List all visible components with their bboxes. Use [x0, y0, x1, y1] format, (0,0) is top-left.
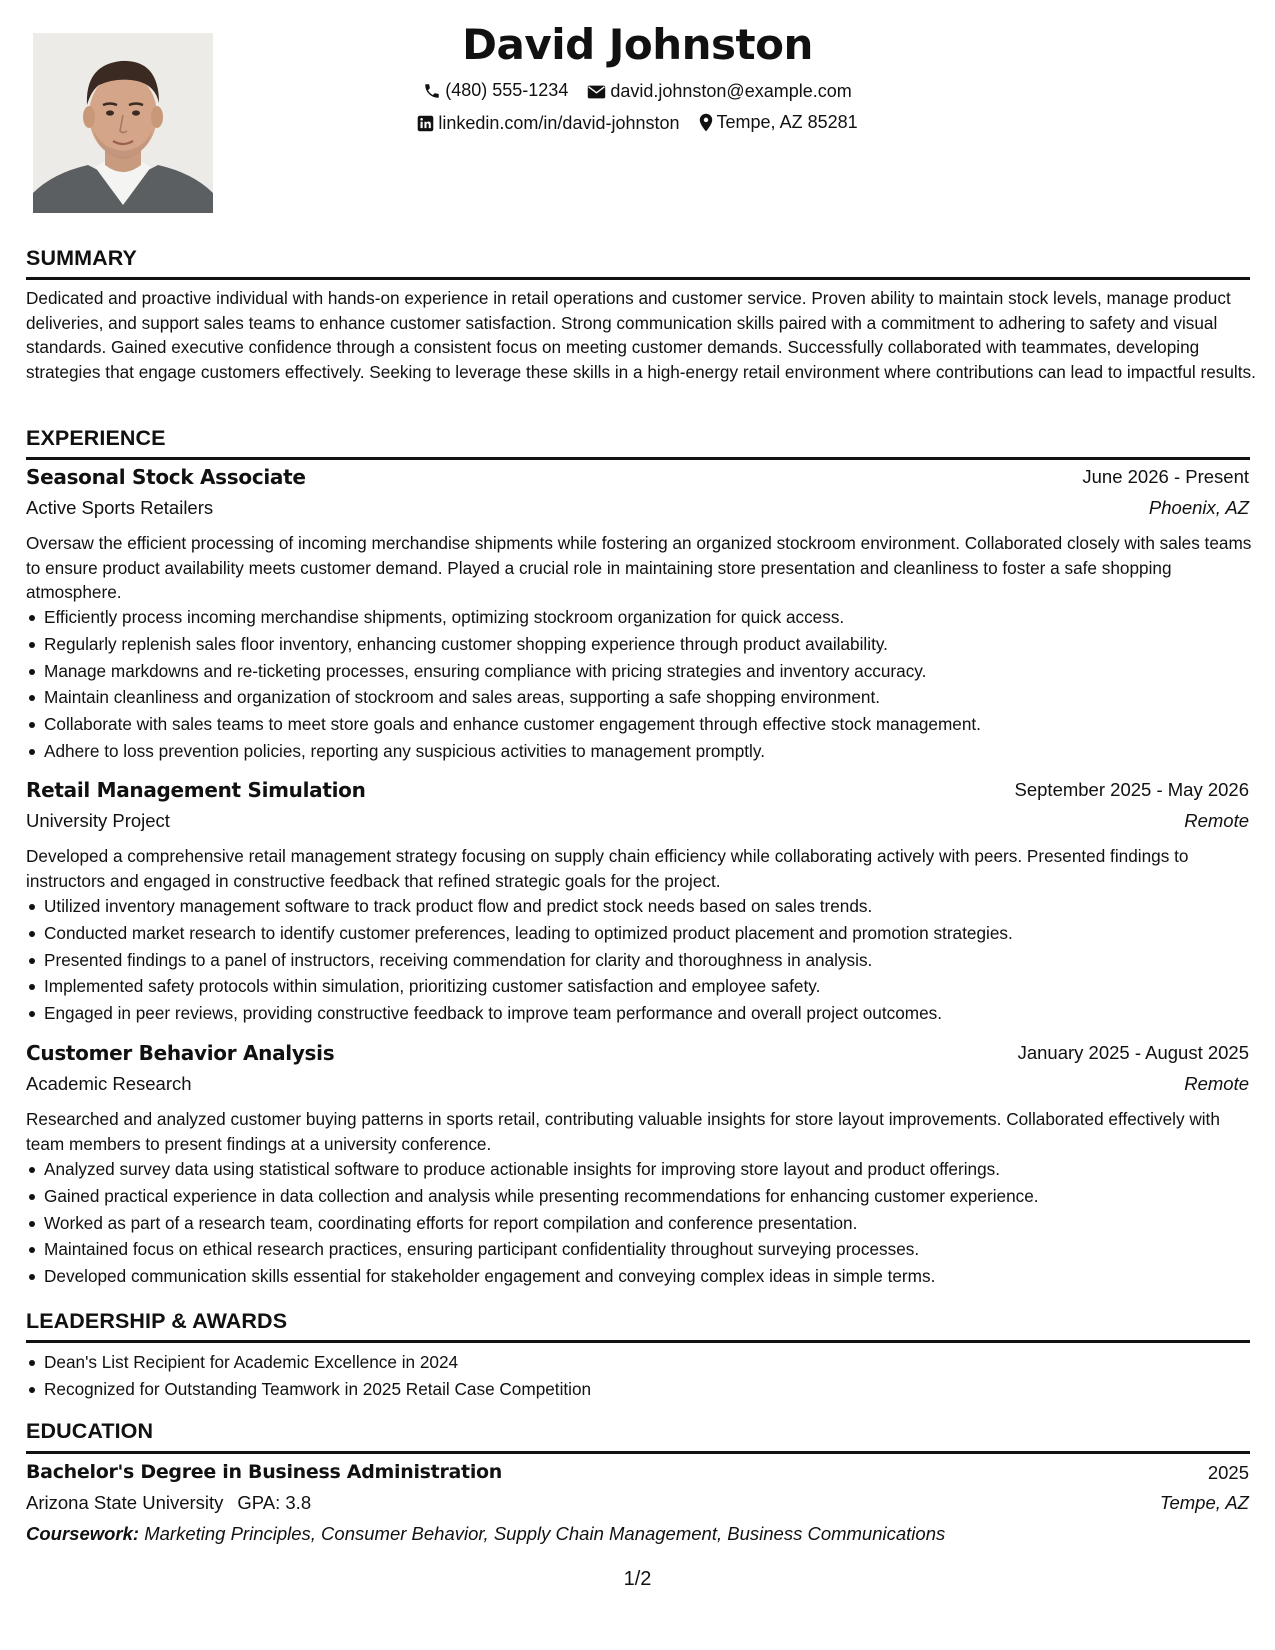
list-item: Worked as part of a research team, coordinating efforts for report compilation and conference presentation.	[44, 1211, 1264, 1238]
list-item: Maintain cleanliness and organization of stockroom and sales areas, supporting a safe shopping environment.	[44, 685, 1264, 712]
list-item: Regularly replenish sales floor inventory, enhancing customer shopping experience through product availability.	[44, 632, 1264, 659]
map-pin-icon	[699, 113, 713, 132]
job-title: Retail Management Simulation	[26, 778, 366, 802]
summary-text: Dedicated and proactive individual with hands-on experience in retail operations and customer service. Proven ability to maintain stock levels, manage product deliveries, and support sales teams to enhance customer satisfaction. Strong communication skills paired with a commitment to adhering to safety and visual standards. Gained executive confidence through a consistent focus on meeting customer demands. Successfully collaborated with teammates, developing strategies that engage customers effectively. Seeking to leverage these skills in a high-energy retail environment where contributions can lead to impactful results.	[26, 288, 1256, 382]
job-description: Oversaw the efficient processing of incoming merchandise shipments while fostering an organized stockroom environment. Collaborated closely with sales teams to ensure product availability meets customer demand. Played a crucial role in maintaining store presentation and cleanliness to foster a safe shopping atmosphere.	[26, 533, 1252, 602]
email-text: david.johnston@example.com	[610, 81, 852, 101]
list-item: Manage markdowns and re-ticketing processes, ensuring compliance with pricing strategies and inventory accuracy.	[44, 659, 1264, 686]
gpa: GPA: 3.8	[237, 1492, 312, 1513]
list-item: Presented findings to a panel of instructors, receiving commendation for clarity and thoroughness in analysis.	[44, 948, 1264, 975]
job-bullets	[26, 894, 1264, 1028]
phone-icon	[423, 82, 441, 100]
experience-heading: EXPERIENCE	[26, 426, 166, 450]
linkedin-contact[interactable]	[417, 113, 679, 134]
job-organization: University Project	[26, 810, 170, 831]
job-title: Seasonal Stock Associate	[26, 465, 306, 489]
education-heading: EDUCATION	[26, 1419, 154, 1443]
list-item: Developed communication skills essential for stakeholder engagement and conveying complex ideas in simple terms.	[44, 1264, 1264, 1291]
list-item: Maintained focus on ethical research practices, ensuring participant confidentiality throughout surveying processes.	[44, 1237, 1264, 1264]
job-organization: Active Sports Retailers	[26, 497, 214, 518]
job-dates: June 2026 - Present	[1082, 466, 1249, 487]
list-item: Recognized for Outstanding Teamwork in 2025 Retail Case Competition	[44, 1377, 1264, 1404]
location-text: Tempe, AZ 85281	[716, 112, 858, 132]
envelope-icon	[587, 84, 606, 100]
degree-title: Bachelor's Degree in Business Administration	[26, 1461, 503, 1483]
job-location: Remote	[1184, 810, 1249, 831]
job-description: Researched and analyzed customer buying patterns in sports retail, contributing valuable insights for store layout improvements. Collaborated effectively with team members to present findings at a university conference.	[26, 1109, 1220, 1154]
list-item: Implemented safety protocols within simulation, prioritizing customer satisfaction and employee safety.	[44, 974, 1264, 1001]
contact-row-secondary	[0, 112, 1275, 137]
list-item: Conducted market research to identify customer preferences, leading to optimized product placement and promotion strategies.	[44, 921, 1264, 948]
list-item: Gained practical experience in data collection and analysis while presenting recommendations for enhancing customer experience.	[44, 1184, 1264, 1211]
list-item: Engaged in peer reviews, providing constructive feedback to improve team performance and overall project outcomes.	[44, 1001, 1264, 1028]
job-bullets	[26, 605, 1264, 766]
summary-heading: SUMMARY	[26, 246, 137, 270]
summary-divider	[26, 277, 1250, 280]
coursework-label: Coursework:	[26, 1523, 140, 1544]
page-number: 1/2	[623, 1568, 652, 1590]
location-contact	[699, 112, 858, 133]
linkedin-text: linkedin.com/in/david-johnston	[438, 113, 680, 133]
experience-divider	[26, 457, 1250, 460]
job-description: Developed a comprehensive retail management strategy focusing on supply chain efficiency while collaborating actively with peers. Presented findings to instructors and engaged in constructive feedback that refined strategic goals for the project.	[26, 846, 1189, 891]
phone-text: (480) 555-1234	[445, 80, 569, 100]
phone-contact[interactable]	[423, 80, 568, 101]
coursework-line	[26, 1523, 945, 1545]
list-item: Analyzed survey data using statistical software to produce actionable insights for improving store layout and product offerings.	[44, 1157, 1264, 1184]
school-name: Arizona State University	[26, 1492, 224, 1513]
graduation-year: 2025	[1207, 1462, 1249, 1483]
job-title: Customer Behavior Analysis	[26, 1041, 335, 1065]
email-contact[interactable]	[587, 81, 851, 102]
linkedin-icon	[417, 115, 434, 132]
coursework-list: Marketing Principles, Consumer Behavior, Supply Chain Management, Business Communications	[144, 1523, 946, 1544]
job-dates: September 2025 - May 2026	[1014, 779, 1249, 800]
leadership-bullets	[26, 1350, 1264, 1404]
candidate-name: David Johnston	[462, 20, 813, 69]
job-dates: January 2025 - August 2025	[1017, 1042, 1249, 1063]
leadership-divider	[26, 1340, 1250, 1343]
education-divider	[26, 1451, 1250, 1454]
leadership-heading: LEADERSHIP & AWARDS	[26, 1309, 288, 1333]
list-item: Utilized inventory management software to track product flow and predict stock needs based on sales trends.	[44, 894, 1264, 921]
job-organization: Academic Research	[26, 1073, 192, 1094]
contact-row-primary	[0, 80, 1275, 105]
job-location: Remote	[1184, 1073, 1249, 1094]
list-item: Efficiently process incoming merchandise shipments, optimizing stockroom organization for quick access.	[44, 605, 1264, 632]
job-location: Phoenix, AZ	[1148, 497, 1249, 518]
school-line	[26, 1492, 311, 1514]
job-bullets	[26, 1157, 1264, 1291]
list-item: Collaborate with sales teams to meet store goals and enhance customer engagement through effective stock management.	[44, 712, 1264, 739]
list-item: Adhere to loss prevention policies, reporting any suspicious activities to management promptly.	[44, 739, 1264, 766]
school-location: Tempe, AZ	[1159, 1492, 1249, 1513]
list-item: Dean's List Recipient for Academic Excellence in 2024	[44, 1350, 1264, 1377]
